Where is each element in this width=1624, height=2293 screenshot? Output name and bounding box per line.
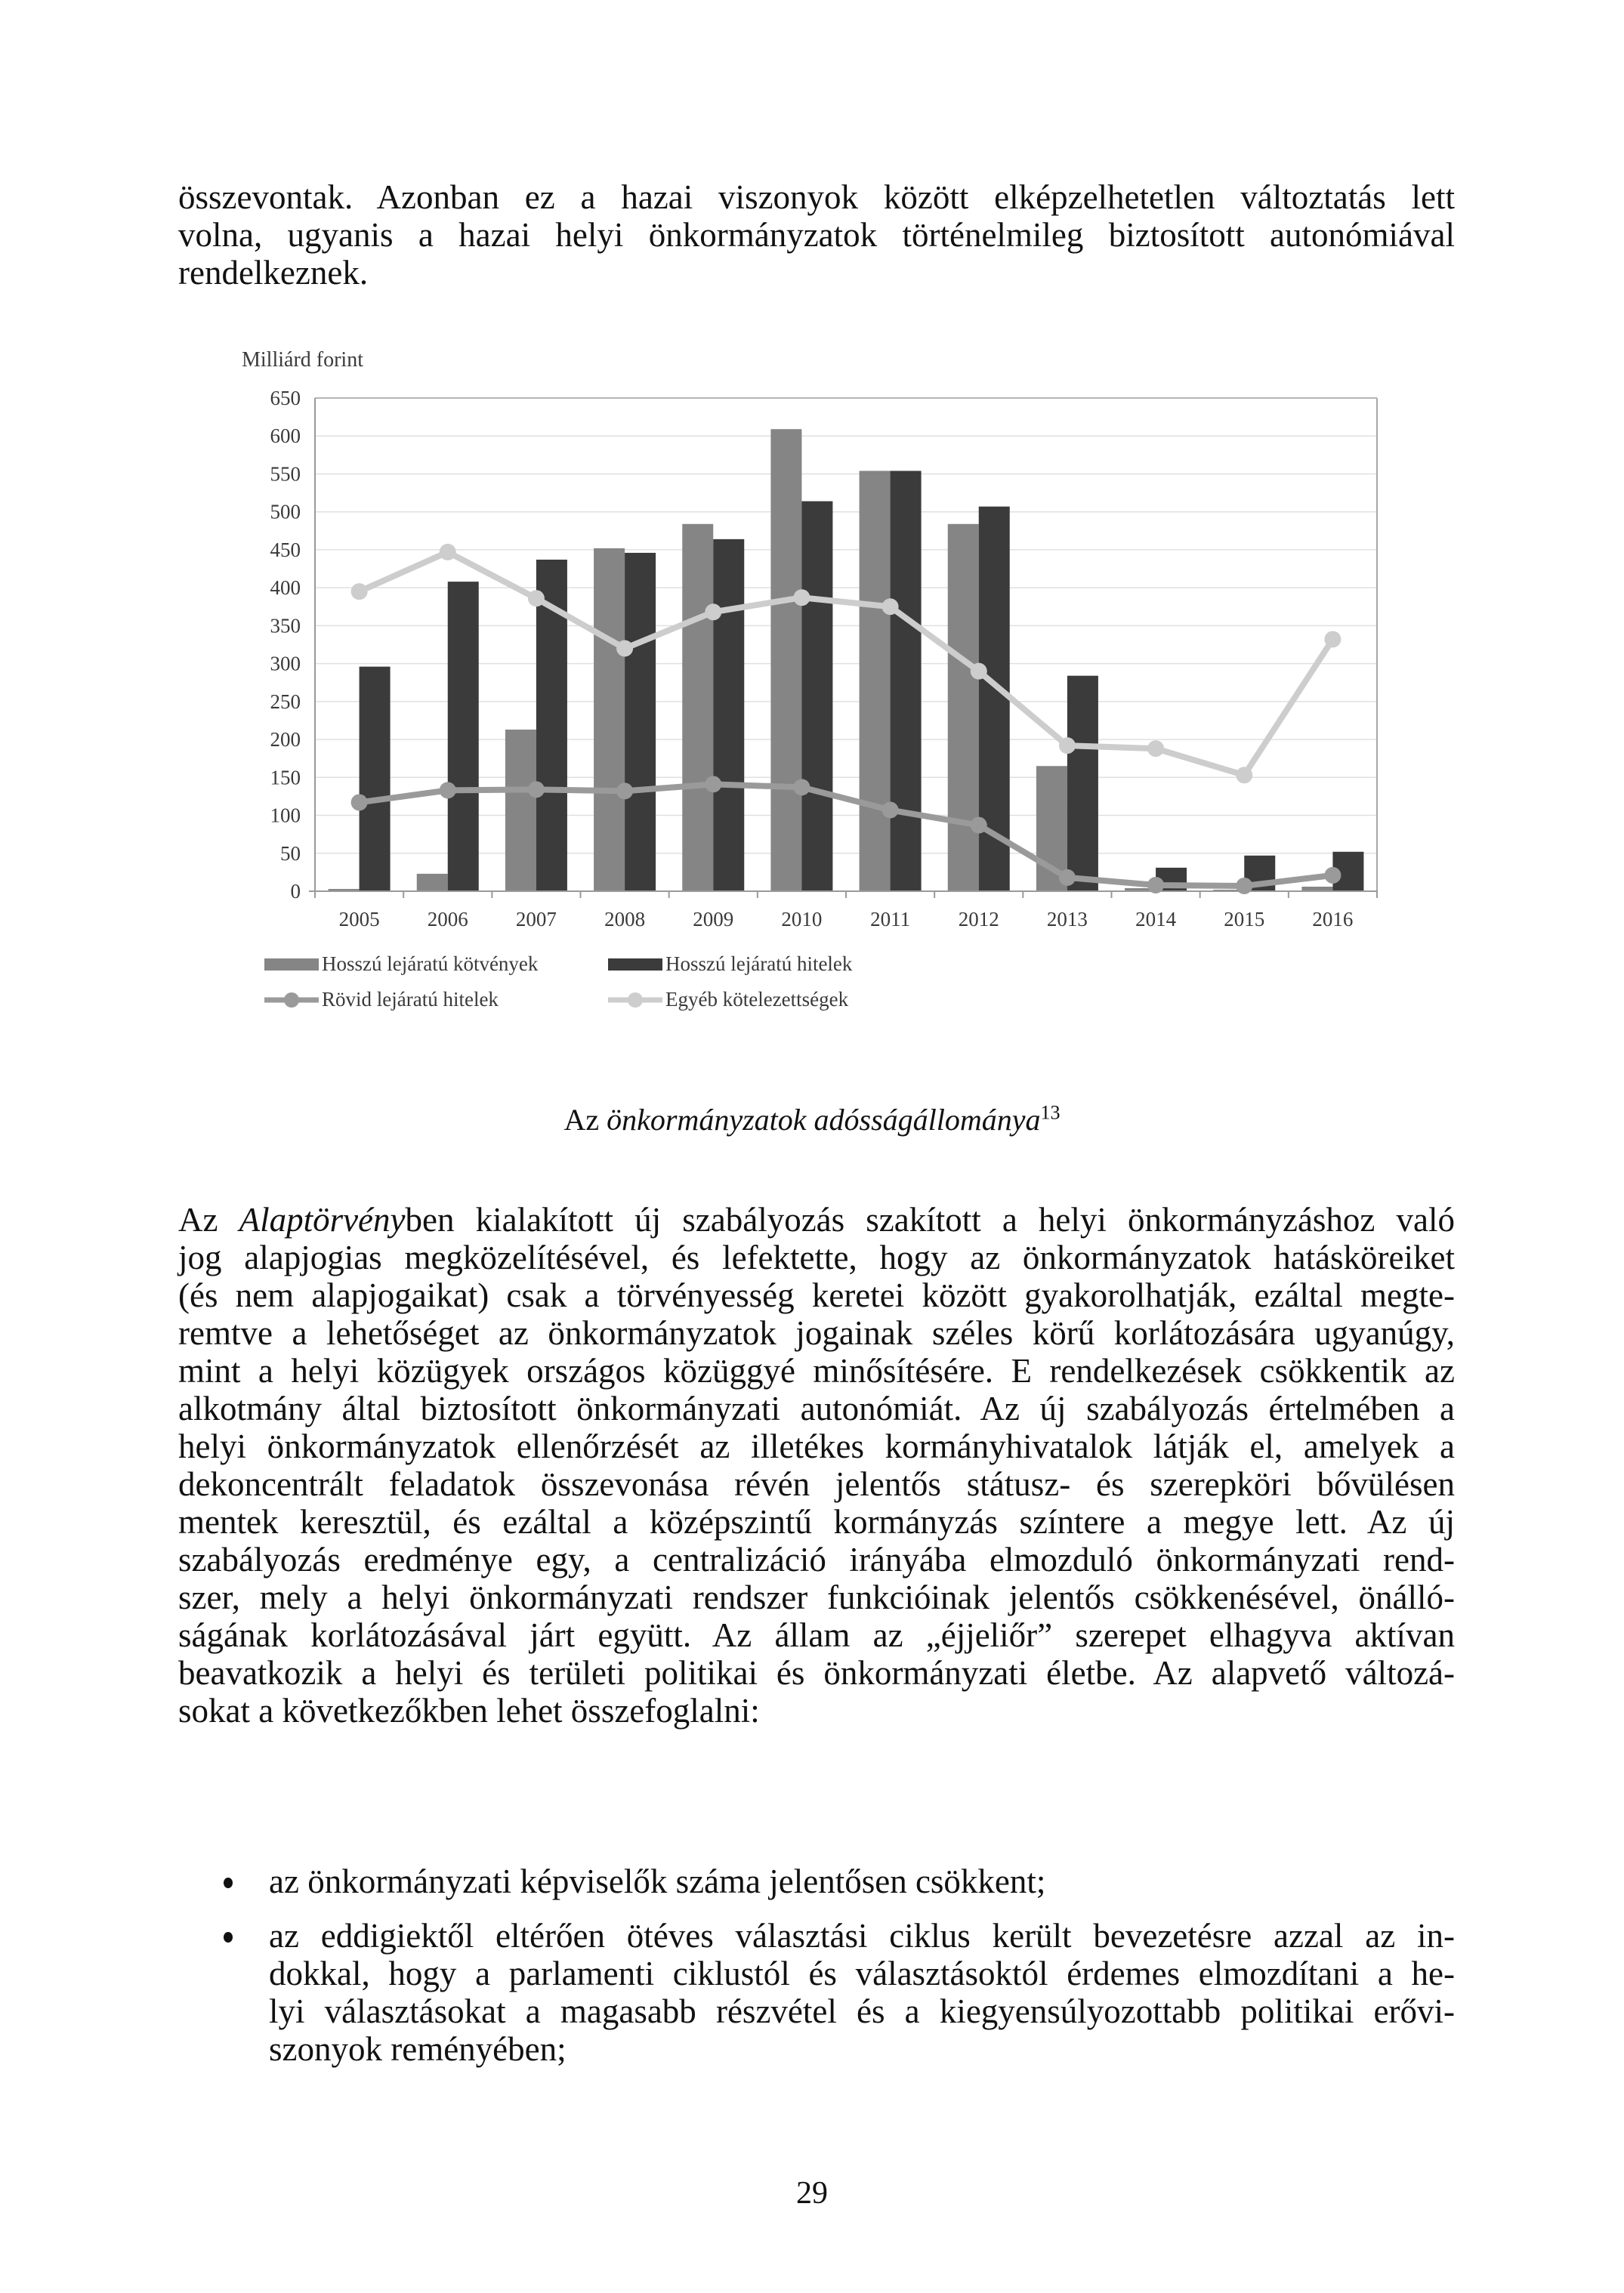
text-line: ságának korlátozásával járt együtt. Az állam az „éjjeliőr” szerepet elhagyva aktívan: [178, 1616, 1455, 1654]
bullet-list-item: [178, 1862, 1455, 1900]
x-tick-label: 2016: [1312, 908, 1354, 930]
emphasis-alaptorveny: Alaptörvény: [239, 1201, 406, 1239]
y-tick-label: 100: [270, 804, 301, 827]
data-point-other-liabilities: [440, 544, 456, 560]
y-tick-label: 50: [280, 841, 301, 865]
text-line: remtve a lehetőséget az önkormányzatok jogainak széles körű korlátozására ugyanúgy,: [178, 1314, 1455, 1352]
debt-chart: [227, 332, 1420, 1088]
data-point-short-loans: [616, 782, 633, 799]
bars: [329, 429, 1364, 891]
bar-long-loans: [360, 667, 391, 891]
series-line-short-loans: [360, 784, 1333, 886]
legend-swatch: [264, 958, 319, 971]
x-tick-label: 2005: [338, 908, 380, 930]
text-line: sokat a következőkben lehet összefoglalni:: [178, 1692, 760, 1730]
data-point-short-loans: [440, 782, 456, 798]
y-tick-label: 350: [270, 614, 301, 637]
data-point-other-liabilities: [1147, 740, 1164, 757]
bullet-list-item: [178, 1917, 1455, 2068]
lines: [351, 544, 1341, 894]
chart-svg: [227, 332, 1420, 1088]
paragraph-top: [178, 178, 1455, 292]
x-tick-label: 2008: [604, 908, 646, 930]
text-line: helyi önkormányzatok ellenőrzését az illetékes kormányhivatalok látják el, amelyek a: [178, 1427, 1455, 1465]
data-point-short-loans: [882, 802, 899, 819]
data-point-short-loans: [528, 781, 545, 798]
x-tick-label: 2010: [781, 908, 823, 930]
legend: [264, 952, 853, 1011]
bar-long-loans: [891, 471, 922, 891]
bullet-text-line: dokkal, hogy a parlamenti ciklustól és választásoktól érdemes elmozdítani a he-: [269, 1955, 1455, 1992]
text-line: rendelkeznek.: [178, 254, 369, 292]
y-tick-label: 400: [270, 576, 301, 600]
page-number: 29: [796, 2176, 828, 2211]
bar-bonds: [948, 524, 979, 891]
y-tick-label: 450: [270, 538, 301, 561]
data-point-short-loans: [793, 779, 810, 795]
text-line: volna, ugyanis a hazai helyi önkormányzatok történelmileg biztosított autonómiával: [178, 216, 1455, 254]
text-line: [178, 1201, 1455, 1239]
bullet-icon: [224, 1932, 233, 1943]
text-line: alkotmány által biztosított önkormányzati autonómiát. Az új szabályozás értelmében a: [178, 1390, 1455, 1427]
data-point-other-liabilities: [351, 583, 368, 600]
text-line: összevontak. Azonban ez a hazai viszonyok között elképzelhetetlen változtatás lett: [178, 178, 1455, 216]
bullet-text-line: szonyok reményében;: [269, 2030, 567, 2068]
y-tick-label: 250: [270, 690, 301, 713]
x-tick-label: 2009: [693, 908, 734, 930]
y-tick-label: 650: [270, 387, 301, 409]
y-tick-label: 200: [270, 728, 301, 751]
legend-label: Egyéb kötelezettségek: [665, 988, 849, 1011]
bar-long-loans: [1067, 676, 1098, 891]
y-axis-title: Milliárd forint: [242, 348, 363, 372]
data-point-short-loans: [1059, 869, 1076, 886]
data-point-other-liabilities: [971, 663, 987, 680]
bar-long-loans: [713, 539, 744, 891]
bar-bonds: [770, 429, 801, 891]
x-tick-label: 2011: [870, 908, 911, 930]
x-tick-label: 2012: [958, 908, 999, 930]
bullet-icon: [224, 1878, 233, 1888]
data-point-short-loans: [971, 817, 987, 834]
text-line: beavatkozik a helyi és területi politikai és önkormányzati életbe. Az alapvető változá-: [178, 1654, 1455, 1692]
bullet-text-line: lyi választásokat a magasabb részvétel és a kiegyensúlyozottabb politikai erővi-: [269, 1992, 1455, 2030]
legend-label: Hosszú lejáratú kötvények: [322, 952, 539, 975]
data-point-short-loans: [351, 794, 368, 810]
text-segment: Az: [178, 1201, 239, 1239]
x-tick-label: 2015: [1224, 908, 1265, 930]
bar-bonds: [682, 524, 713, 891]
text-line: szer, mely a helyi önkormányzati rendszer funkcióinak jelentős csökkenésével, önálló-: [178, 1579, 1455, 1616]
legend-label: Rövid lejáratú hitelek: [322, 988, 499, 1011]
bullet-text-line: az eddigiektől eltérően ötéves választási ciklus került bevezetésre azzal az in-: [269, 1917, 1455, 1955]
data-point-short-loans: [705, 776, 721, 792]
caption-prefix: Az: [563, 1103, 600, 1137]
data-point-other-liabilities: [793, 589, 810, 606]
data-point-other-liabilities: [705, 603, 721, 620]
legend-swatch: [608, 958, 662, 971]
data-point-other-liabilities: [616, 640, 633, 657]
y-tick-label: 0: [290, 880, 301, 903]
data-point-other-liabilities: [528, 590, 545, 606]
bar-long-loans: [448, 582, 479, 891]
bar-bonds: [505, 730, 536, 891]
data-point-other-liabilities: [1236, 767, 1252, 783]
x-tick-label: 2013: [1046, 908, 1088, 930]
legend-marker: [628, 992, 643, 1008]
legend-marker: [284, 992, 299, 1008]
x-tick-label: 2014: [1135, 908, 1177, 930]
bar-bonds: [417, 874, 448, 891]
x-tick-label: 2006: [427, 908, 468, 930]
legend-label: Hosszú lejáratú hitelek: [665, 952, 853, 975]
y-tick-label: 550: [270, 462, 301, 486]
text-line: mint a helyi közügyek országos közüggyé minősítésére. E rendelkezések csökkentik az: [178, 1352, 1455, 1390]
y-tick-label: 600: [270, 424, 301, 448]
bar-bonds: [860, 471, 891, 891]
y-tick-label: 500: [270, 500, 301, 523]
x-tick-label: 2007: [515, 908, 557, 930]
y-tick-label: 300: [270, 652, 301, 675]
data-point-other-liabilities: [1324, 631, 1341, 647]
text-segment: ben kialakított új szabályozás szakított a helyi önkormányzáshoz való: [405, 1201, 1455, 1239]
caption-title: önkormányzatok adósságállománya: [607, 1103, 1041, 1137]
bar-bonds: [594, 548, 625, 891]
bar-long-loans: [801, 501, 832, 891]
text-line: mentek keresztül, és ezáltal a középszintű kormányzás színtere a megye lett. Az új: [178, 1503, 1455, 1541]
bar-long-loans: [625, 553, 656, 891]
text-line: jog alapjogias megközelítésével, és lefektette, hogy az önkormányzatok hatásköreiket: [178, 1239, 1455, 1276]
bullet-text: az önkormányzati képviselők száma jelentősen csökkent;: [269, 1862, 1046, 1900]
data-point-short-loans: [1324, 867, 1341, 884]
figure-caption: [0, 1101, 1624, 1139]
y-tick-label: 150: [270, 766, 301, 789]
data-point-other-liabilities: [882, 598, 899, 615]
footnote-reference[interactable]: 13: [1040, 1101, 1061, 1124]
text-line: szabályozás eredménye egy, a centralizáció irányába elmozduló önkormányzati rend-: [178, 1541, 1455, 1579]
paragraph-main: [178, 1201, 1455, 1730]
data-point-other-liabilities: [1059, 737, 1076, 754]
text-line: dekoncentrált feladatok összevonása révén jelentős státusz- és szerepköri bővülésen: [178, 1465, 1455, 1503]
text-line: (és nem alapjogaikat) csak a törvényesség keretei között gyakorolhatják, ezáltal megte-: [178, 1276, 1455, 1314]
